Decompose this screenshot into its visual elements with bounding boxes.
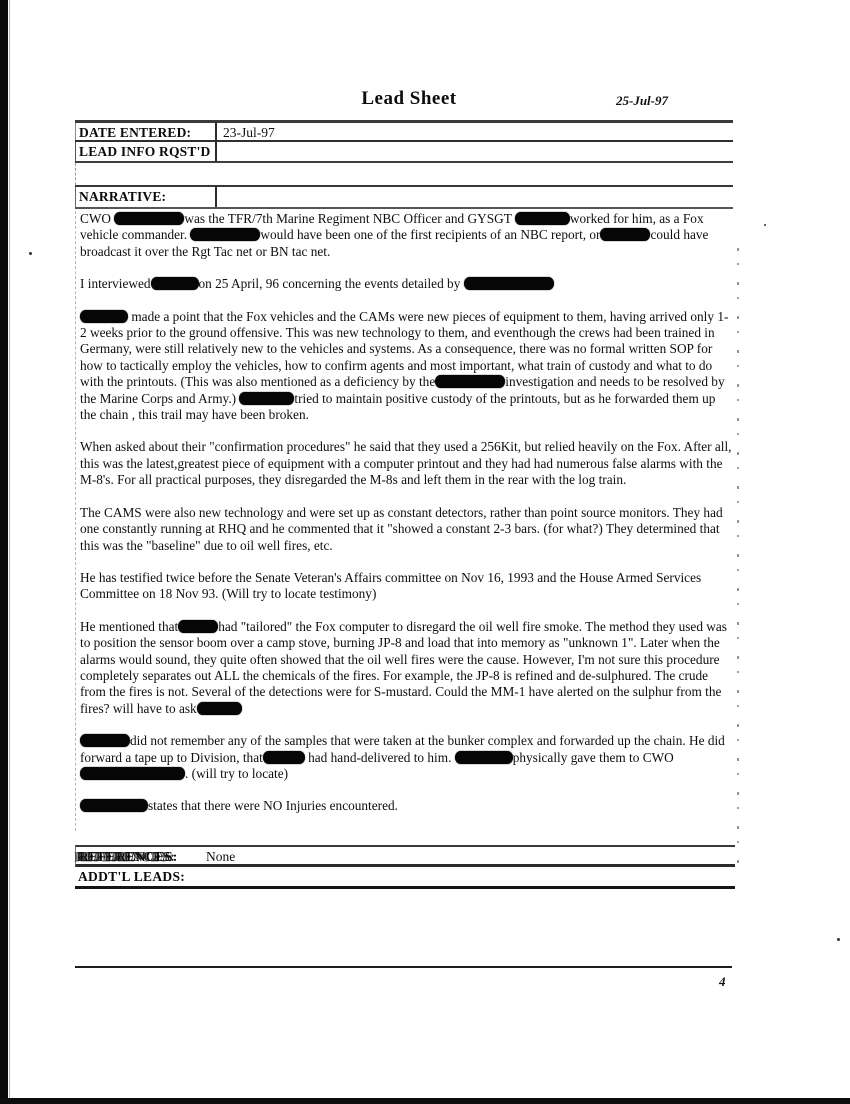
- narrative-paragraph: He has testified twice before the Senate Veteran's Affairs committee on Nov 16, 1993 and the House Armed Services Committee on 18 Nov 93. (Will try to locate testimony): [80, 569, 702, 602]
- date-entered-label: DATE ENTERED:: [75, 123, 217, 140]
- redaction-bar: [455, 751, 513, 764]
- addtl-leads-row: [75, 867, 735, 889]
- scan-artifact-dot: [29, 252, 32, 255]
- redaction-bar: [80, 767, 185, 780]
- narrative-paragraph: I interviewed on 25 April, 96 concerning the events detailed by: [76, 276, 736, 292]
- references-label: REFERENCES:: [79, 849, 178, 864]
- sheet-date: 25-Jul-97: [616, 93, 668, 108]
- redaction-bar: [263, 751, 305, 764]
- redaction-bar: [80, 734, 130, 747]
- scan-edge-bottom: [0, 1098, 850, 1104]
- narrative-body: [75, 211, 736, 831]
- redaction-bar: [151, 277, 199, 290]
- narrative-paragraph: He mentioned that had "tailored" the Fox computer to disregard the oil well fire smoke. The method they used was to position the sensor boom over a camp stove, burning JP-8 and load that into memory as "unknown 1". Later when the alarms would sound, they quite often showed that the oil well fires were the cause. However, I'm not sure this procedure completely separates out ALL the chemicals of the fires. For example, the JP-8 is refined and de-sulphured. The crude from the fires is not. Several of the detections were for S-mustard. Could the MM-1 have alerted on the sulphur from the fires? will have to ask: [80, 618, 727, 716]
- references-value: None: [206, 849, 236, 864]
- page-title: Lead Sheet: [361, 88, 457, 109]
- redaction-bar: [464, 277, 554, 290]
- redaction-bar: [600, 228, 650, 241]
- narrative-paragraph: did not remember any of the samples that were taken at the bunker complex and forwarded up the chain. He did forward a tape up to Division, that had hand-delivered to him. physically gave them to CWO. (will try to locate): [80, 733, 725, 781]
- narrative-paragraph: made a point that the Fox vehicles and the CAMs were new pieces of equipment to them, having arrived only 1-2 weeks prior to the ground offensive. This was new technology to them, and eventhough the crews had been trained in Germany, were still relatively new to the vehicles and systems. As a consequence, there was no formal written SOP for how to tactically employ the vehicles, how to confirm agents and most important, what train of custody and what to do with the printouts. (This was also mentioned as a deficiency by the investigation and needs to be resolved by the Marine Corps and Army.) tried to maintain positive custody of the printouts, but as he forwarded them up the chain , this trail may have been broken.: [80, 308, 729, 423]
- redaction-bar: [515, 212, 570, 225]
- narrative-row: [75, 187, 733, 209]
- redaction-bar: [80, 799, 148, 812]
- page-number: 4: [719, 974, 726, 989]
- narrative-label: NARRATIVE:: [75, 187, 217, 207]
- narrative-paragraph: CWO was the TFR/7th Marine Regiment NBC Officer and GYSGT worked for him, as a Fox vehicle commander. would have been one of the first recipients of an NBC report, or could have broadcast it over the Rgt Tac net or BN tac net.: [80, 211, 709, 259]
- redaction-bar: [197, 702, 242, 715]
- scan-artifact-dashes: [737, 248, 739, 872]
- scan-artifact-dot: [837, 938, 840, 941]
- redaction-bar: [190, 228, 260, 241]
- redaction-bar: [80, 310, 128, 323]
- footer-rule: [75, 966, 732, 968]
- date-entered-value: 23-Jul-97: [223, 125, 275, 140]
- lead-info-label: LEAD INFO RQST'D: [75, 142, 217, 161]
- addtl-leads-label: ADDT'L LEADS:: [78, 869, 186, 884]
- narrative-paragraph: When asked about their "confirmation procedures" he said that they used a 256Kit, but relied heavily on the Fox. After all, this was the latest,greatest piece of equipment with a computer printout and they had had numerous false alarms with the M-8's. For all practical purposes, they disregarded the M-8s and left them in the rear with the log train.: [80, 439, 732, 488]
- lead-info-value: [217, 142, 223, 161]
- scan-edge-left-line: [9, 0, 10, 1104]
- lead-sheet-form: [75, 120, 733, 209]
- date-entered-row: [75, 120, 733, 142]
- redaction-bar: [435, 375, 505, 388]
- references-row: [75, 845, 735, 867]
- narrative-paragraph: The CAMS were also new technology and were set up as constant detectors, rather than point source monitors. They had one constantly running at RHQ and he commented that it "showed a constant 2-3 bars. (for what?) They determined that this was the "baseline" due to oil well fires, etc.: [80, 504, 723, 553]
- lead-info-row: [75, 142, 733, 163]
- redaction-bar: [239, 392, 294, 405]
- blank-row: [75, 163, 733, 187]
- scan-edge-left: [0, 0, 8, 1104]
- narrative-paragraph: states that there were NO Injuries encountered.: [76, 798, 736, 814]
- redaction-bar: [178, 620, 218, 633]
- redaction-bar: [114, 212, 184, 225]
- narrative-row-value: [217, 187, 223, 207]
- scan-artifact-dot: [764, 224, 766, 226]
